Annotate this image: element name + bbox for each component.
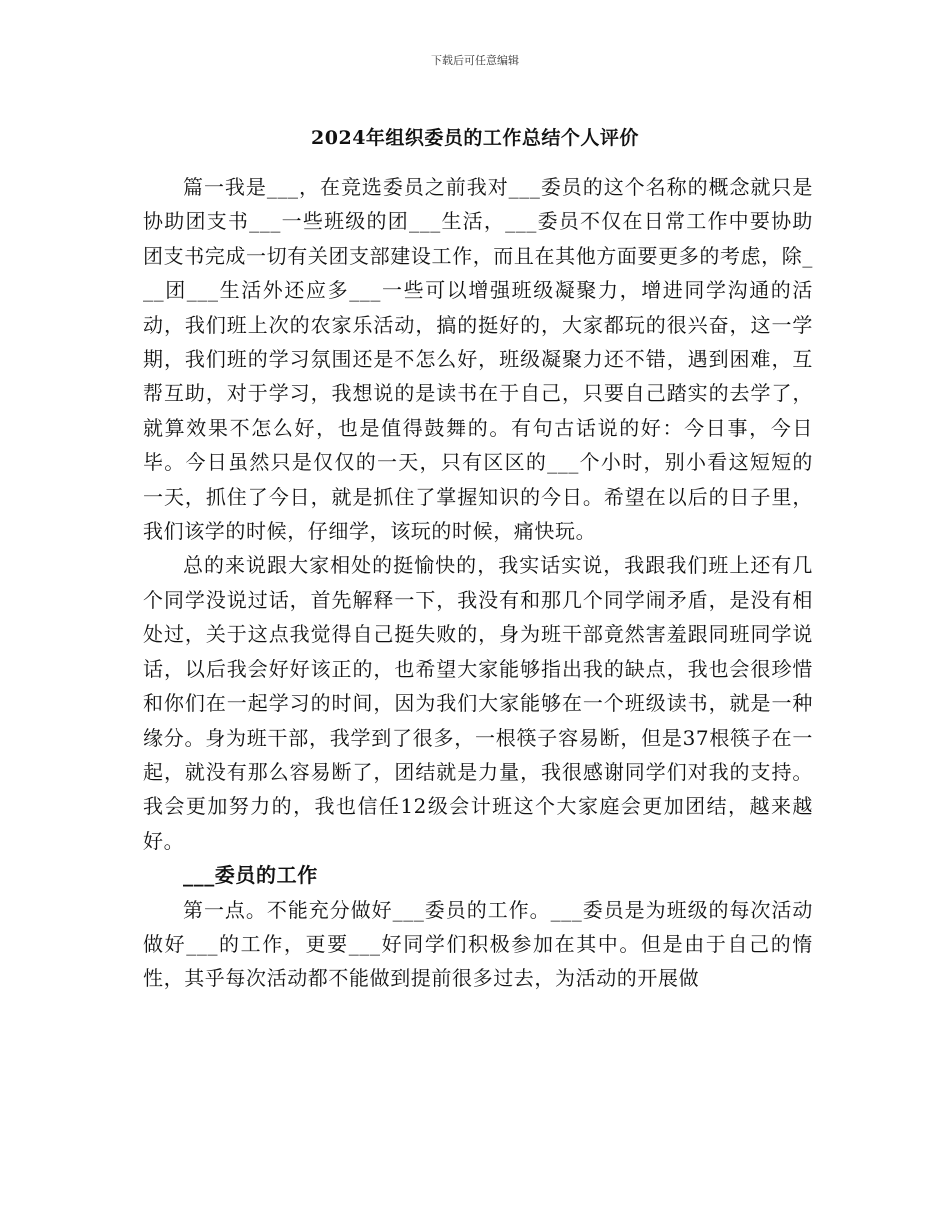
section-heading: ___委员的工作 xyxy=(183,863,318,888)
document-title: 2024年组织委员的工作总结个人评价 xyxy=(311,127,639,149)
document-body xyxy=(143,170,813,996)
paragraph-1: 篇一我是___，在竞选委员之前我对___委员的这个名称的概念就只是协助团支书___一些班级的团___生活，___委员不仅在日常工作中要协助团支书完成一切有关团支部建设工作，而且在其他方面要更多的考虑，除___团___生活外还应多___一些可以增强班级凝聚力，增进同学沟通的活动，我们班上次的农家乐活动，搞的挺好的，大家都玩的很兴奋，这一学期，我们班的学习氛围还是不怎么好，班级凝聚力还不错，遇到困难，互帮互助，对于学习，我想说的是读书在于自己，只要自己踏实的去学了，就算效果不怎么好，也是值得鼓舞的。有句古话说的好：今日事，今日毕。今日虽然只是仅仅的一天，只有区区的___个小时，别小看这短短的一天，抓住了今日，就是抓住了掌握知识的今日。希望在以后的日子里，我们该学的时候，仔细学，该玩的时候，痛快玩。 xyxy=(143,175,813,544)
section-paragraph: 第一点。不能充分做好___委员的工作。___委员是为班级的每次活动做好___的工作，更要___好同学们积极参加在其中。但是由于自己的惰性，其乎每次活动都不能做到提前很多过去，为活动的开展做 xyxy=(143,897,813,991)
page-header-note: 下载后可任意编辑 xyxy=(431,54,519,67)
paragraph-2: 总的来说跟大家相处的挺愉快的，我实话实说，我跟我们班上还有几个同学没说过话，首先解释一下，我没有和那几个同学闹矛盾，是没有相处过，关于这点我觉得自己挺失败的，身为班干部竟然害羞跟同班同学说话，以后我会好好该正的，也希望大家能够指出我的缺点，我也会很珍惜和你们在一起学习的时间，因为我们大家能够在一个班级读书，就是一种缘分。身为班干部，我学到了很多，一根筷子容易断，但是37根筷子在一起，就没有那么容易断了，团结就是力量，我很感谢同学们对我的支持。我会更加努力的，我也信任12级会计班这个大家庭会更加团结，越来越好。 xyxy=(143,553,813,853)
